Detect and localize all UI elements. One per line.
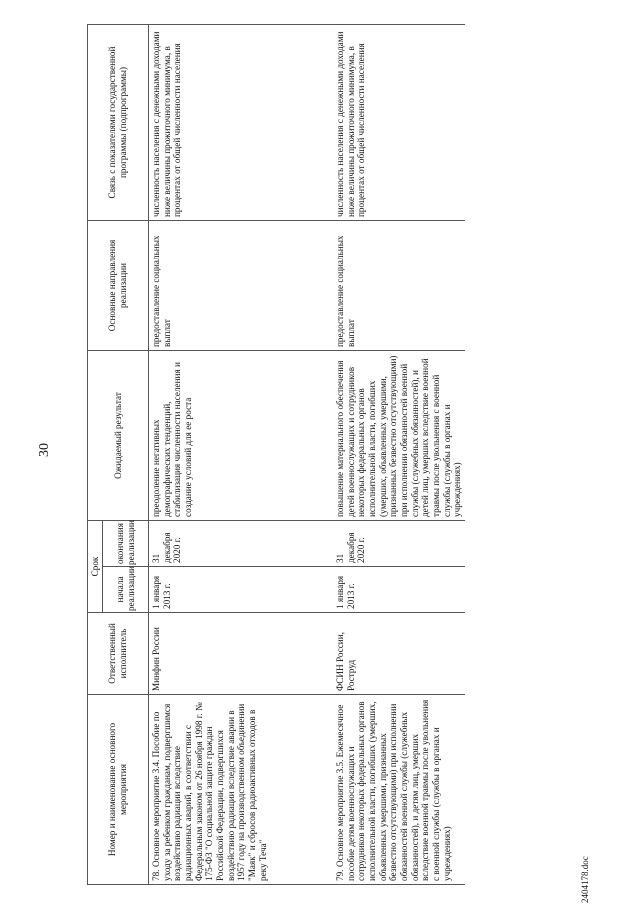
- table-row: [333, 25, 465, 885]
- row-title: Основное мероприятие 3.5. Ежемесячное пособие детям военнослужащих и сотрудников некоторых федеральных органов исполнительной власти, погибших (умерших, объявленных умершими, признанных безвестно отсутствующими) при исполнении обязанностей военной службы (служебных обязанностей), и детям лиц, умерших вследствие военной травмы после увольнения с военной службы (службы в органах и учреждениях): [335, 699, 452, 881]
- rotated-page: [35, 15, 595, 903]
- header-term: Срок: [88, 521, 103, 613]
- row-start: 1 января 2013 г.: [149, 567, 334, 613]
- header-directions: Основные направления реализации: [88, 221, 149, 351]
- row-executor: Минфин России: [149, 613, 334, 695]
- header-executor: Ответственный исполнитель: [88, 613, 149, 695]
- row-number: 79.: [335, 869, 345, 881]
- row-directions: предоставление социальных выплат: [149, 221, 334, 351]
- header-row-1: [88, 25, 103, 885]
- row-result: преодоление негативных демографических тенденций, стабилизация численности населения и создание условий для ее роста: [149, 351, 334, 521]
- header-start: начала реализации: [103, 567, 149, 613]
- header-number-name: Номер и наименование основного мероприятия: [88, 695, 149, 885]
- page-number: 30: [37, 443, 52, 457]
- row-end: 31 декабря 2020 г.: [333, 521, 465, 567]
- row-link: численность населения с денежными доходами ниже величины прожиточного минимума, в процентах от общей численности населения: [333, 25, 465, 221]
- header-end: окончания реализации: [103, 521, 149, 567]
- row-end: 31 декабря 2020 г.: [149, 521, 334, 567]
- row-title-cell: [333, 695, 465, 885]
- activities-table: [87, 24, 465, 885]
- row-number: 78.: [151, 869, 161, 881]
- header-result: Ожидаемый результат: [88, 351, 149, 521]
- document-id: 2404178.doc: [580, 856, 590, 903]
- row-executor: ФСИН России, Роструд: [333, 613, 465, 695]
- table-row: [149, 25, 334, 885]
- row-title: Основное мероприятие 3.4. Пособие по уходу за ребенком гражданам, подвергшимся воздействию радиации вследствие радиационных аварий, в соответствии с Федеральным законом от 26 ноября 1998 г. № 175-ФЗ "О социальной защите граждан Российской Федерации, подвергшихся воздействию радиации вследствие аварии в 1957 году на производственном объединении "Маяк" и сбросов радиоактивных отходов в реку Теча": [151, 702, 268, 881]
- header-link: Связь с показателями государственной программы (подпрограммы): [88, 25, 149, 221]
- row-start: 1 января 2013 г.: [333, 567, 465, 613]
- row-title-cell: [149, 695, 334, 885]
- row-result: повышение материального обеспечения детей военнослужащих и сотрудников некоторых федеральных органов исполнительной власти, погибших (умерших, объявленных умершими, признанных безвестно отсутствующими) при исполнении обязанностей военной службы (служебных обязанностей), и детей лиц, умерших вследствие военной травмы после увольнения с военной службы (службы в органах и учреждениях): [333, 351, 465, 521]
- row-directions: предоставление социальных выплат: [333, 221, 465, 351]
- row-link: численность населения с денежными доходами ниже величины прожиточного минимума, в процентах от общей численности населения: [149, 25, 334, 221]
